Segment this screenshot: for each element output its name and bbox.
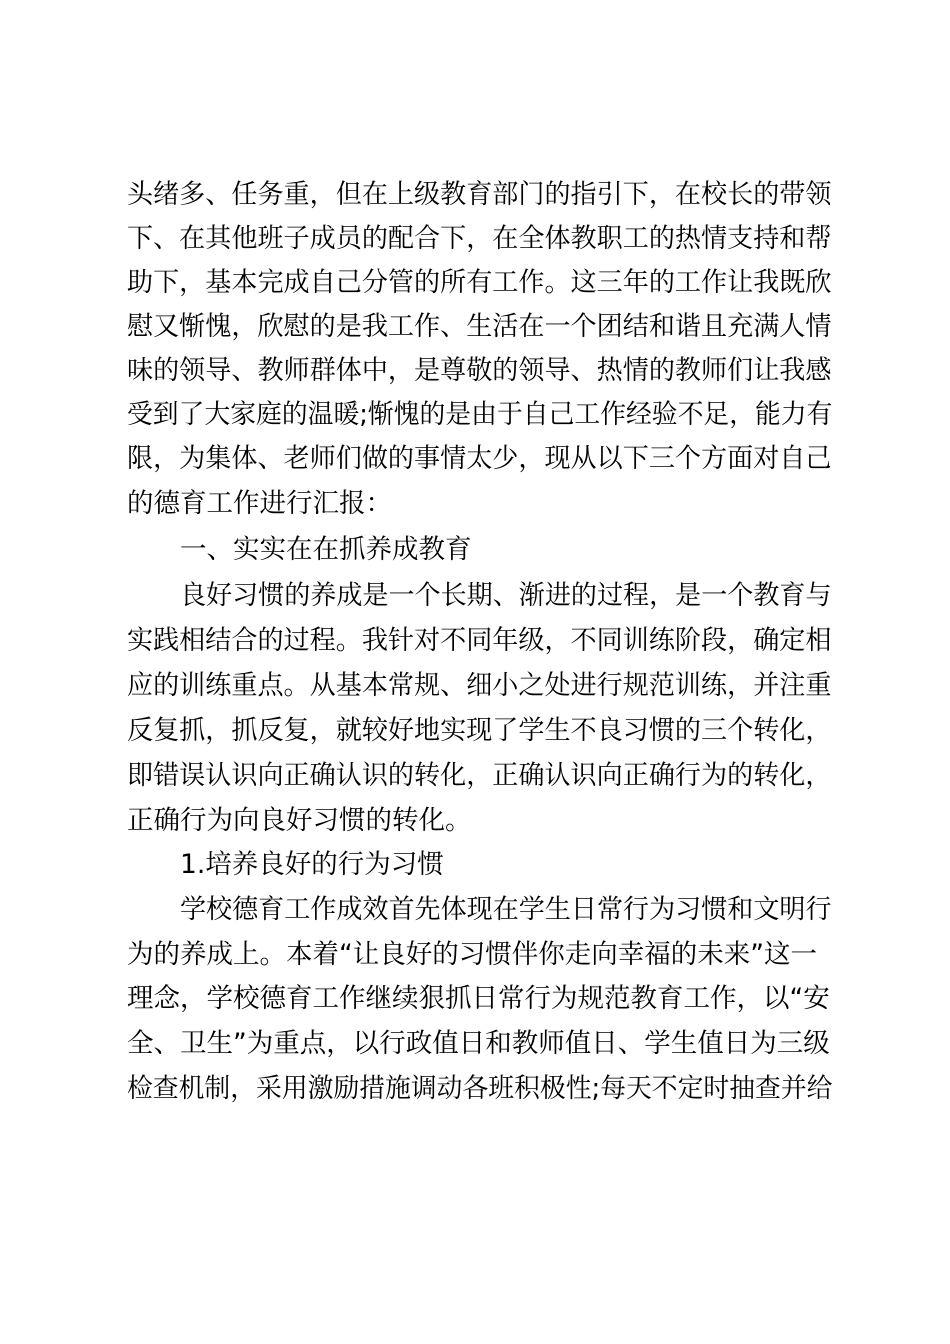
body-text-line: 助下，基本完成自己分管的所有工作。这三年的工作让我既欣: [127, 267, 832, 298]
body-text-line: 理念，学校德育工作继续狠抓日常行为规范教育工作，以“安: [127, 983, 830, 1014]
body-text-line: 应的训练重点。从基本常规、细小之处进行规范训练，并注重: [127, 670, 832, 701]
body-text-line: 下、在其他班子成员的配合下，在全体教职工的热情支持和帮: [127, 223, 832, 254]
body-text-line: 的德育工作进行汇报：: [127, 488, 392, 519]
body-text-line: 慰又惭愧，欣慰的是我工作、生活在一个团结和谐且充满人情: [127, 311, 832, 342]
body-text-line: 受到了大家庭的温暖;惭愧的是由于自己工作经验不足，能力有: [127, 399, 833, 430]
body-text-line: 味的领导、教师群体中，是尊敬的领导、热情的教师们让我感: [127, 355, 832, 386]
body-text-line: 限，为集体、老师们做的事情太少，现从以下三个方面对自己: [127, 443, 832, 474]
body-text-line: 正确行为向良好习惯的转化。: [127, 805, 472, 836]
body-text-line: 即错误认识向正确认识的转化，正确认识向正确行为的转化，: [127, 760, 832, 791]
body-text-line: 反复抓，抓反复，就较好地实现了学生不良习惯的三个转化，: [127, 715, 832, 746]
body-text-line: 为的养成上。本着“让良好的习惯伴你走向幸福的未来”这一: [127, 939, 817, 970]
body-text-line: 检查机制，采用激励措施调动各班积极性;每天不定时抽查并给: [127, 1073, 833, 1104]
subsection-heading: 1.培养良好的行为习惯: [180, 849, 444, 880]
body-text-line: 头绪多、任务重，但在上级教育部门的指引下，在校长的带领: [127, 179, 832, 210]
body-text-line: 学校德育工作成效首先体现在学生日常行为习惯和文明行: [180, 894, 832, 925]
body-text-line: 实践相结合的过程。我针对不同年级，不同训练阶段，确定相: [127, 625, 832, 656]
body-text-line: 全、卫生”为重点，以行政值日和教师值日、学生值日为三级: [127, 1028, 830, 1059]
body-text-line: 良好习惯的养成是一个长期、渐进的过程，是一个教育与: [180, 580, 832, 611]
section-heading: 一、实实在在抓养成教育: [180, 534, 472, 565]
